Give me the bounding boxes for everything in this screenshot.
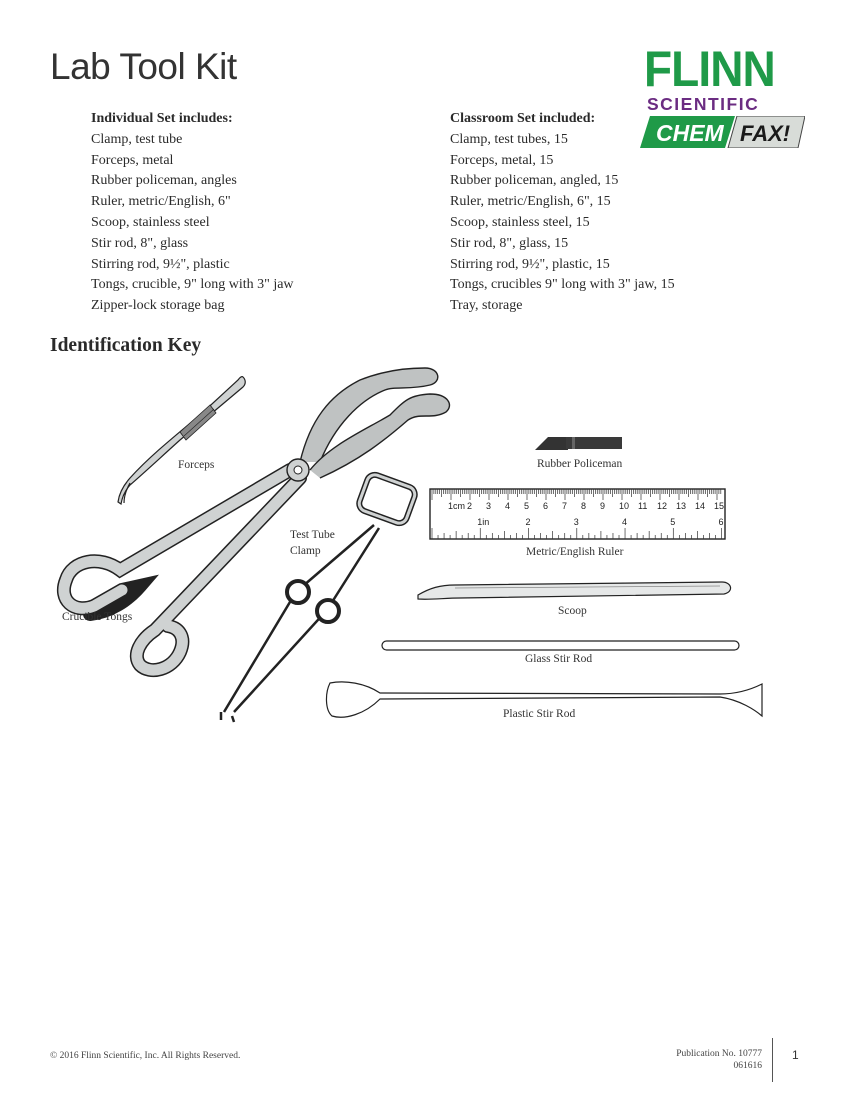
list-item: Scoop, stainless steel — [91, 214, 210, 230]
rubber-policeman-illustration — [535, 437, 622, 450]
ruler-cm-label: 4 — [505, 501, 511, 511]
list-item: Rubber policeman, angles — [91, 173, 237, 189]
ruler-cm-label: 1cm — [448, 501, 466, 511]
list-item: Ruler, metric/English, 6" — [91, 194, 231, 210]
list-item: Zipper-lock storage bag — [91, 298, 225, 314]
label-test-tube-clamp-line2: Clamp — [290, 545, 321, 557]
individual-set-heading: Individual Set includes: — [91, 111, 233, 126]
list-item: Forceps, metal — [91, 152, 174, 168]
ruler-inch-label: 6 — [718, 517, 724, 527]
list-item: Tray, storage — [450, 298, 523, 314]
ruler-cm-label: 3 — [486, 501, 492, 511]
ruler-cm-label: 6 — [543, 501, 549, 511]
ruler-cm-label: 9 — [600, 501, 606, 511]
ruler-inch-label: 5 — [670, 517, 676, 527]
chemfax-chem-text: CHEM — [656, 120, 724, 146]
publication-code: 061616 — [733, 1061, 762, 1071]
ruler-cm-label: 14 — [695, 501, 706, 511]
ruler-inch-label: 4 — [622, 517, 628, 527]
ruler-cm-label: 7 — [562, 501, 568, 511]
chemfax-fax-text: FAX! — [740, 121, 791, 146]
list-item: Forceps, metal, 15 — [450, 152, 554, 168]
ruler-cm-label: 12 — [657, 501, 668, 511]
list-item: Tongs, crucible, 9" long with 3" jaw — [91, 277, 294, 293]
list-item: Rubber policeman, angled, 15 — [450, 173, 619, 189]
ruler-inch-label: 2 — [525, 517, 531, 527]
ruler-inch-label: 3 — [573, 517, 579, 527]
forceps-illustration — [118, 377, 245, 504]
label-crucible-tongs: Crucible Tongs — [62, 611, 133, 623]
label-rubber-policeman: Rubber Policeman — [537, 458, 623, 470]
label-forceps: Forceps — [178, 459, 215, 471]
list-item: Stir rod, 8", glass, 15 — [450, 235, 569, 251]
logo-flinn-text: FLINN — [644, 41, 775, 97]
classroom-set-heading: Classroom Set included: — [450, 111, 596, 126]
ruler-cm-label: 15 — [714, 501, 725, 511]
ruler-inch-label: 1in — [477, 517, 490, 527]
page-title: Lab Tool Kit — [50, 46, 237, 87]
ruler-cm-label: 5 — [524, 501, 530, 511]
list-item: Scoop, stainless steel, 15 — [450, 214, 590, 230]
ruler-cm-label: 13 — [676, 501, 687, 511]
label-plastic-stir-rod: Plastic Stir Rod — [503, 708, 576, 720]
identification-key-heading: Identification Key — [50, 335, 202, 356]
page-number: 1 — [792, 1048, 799, 1062]
label-glass-stir-rod: Glass Stir Rod — [525, 653, 593, 665]
test-tube-clamp-illustration — [221, 473, 417, 722]
label-test-tube-clamp-line1: Test Tube — [290, 529, 335, 541]
list-item: Ruler, metric/English, 6", 15 — [450, 194, 611, 210]
publication-number: Publication No. 10777 — [676, 1049, 762, 1059]
list-item: Tongs, crucibles 9" long with 3" jaw, 15 — [450, 277, 675, 293]
footer-divider — [772, 1038, 773, 1082]
ruler-cm-label: 8 — [581, 501, 587, 511]
copyright-notice: © 2016 Flinn Scientific, Inc. All Rights Reserved. — [50, 1051, 241, 1061]
ruler-illustration — [430, 489, 725, 539]
list-item: Stirring rod, 9½", plastic, 15 — [450, 256, 610, 272]
glass-stir-rod-illustration — [382, 641, 739, 650]
ruler-cm-label: 10 — [619, 501, 630, 511]
list-item: Clamp, test tubes, 15 — [450, 131, 568, 147]
list-item: Stir rod, 8", glass — [91, 235, 189, 251]
logo-scientific-text: SCIENTIFIC — [647, 94, 760, 114]
label-ruler: Metric/English Ruler — [526, 546, 624, 558]
label-scoop: Scoop — [558, 605, 587, 617]
ruler-cm-label: 2 — [467, 501, 473, 511]
ruler-cm-label: 11 — [638, 501, 648, 511]
list-item: Stirring rod, 9½", plastic — [91, 256, 230, 272]
list-item: Clamp, test tube — [91, 131, 183, 147]
scoop-illustration — [418, 582, 731, 599]
